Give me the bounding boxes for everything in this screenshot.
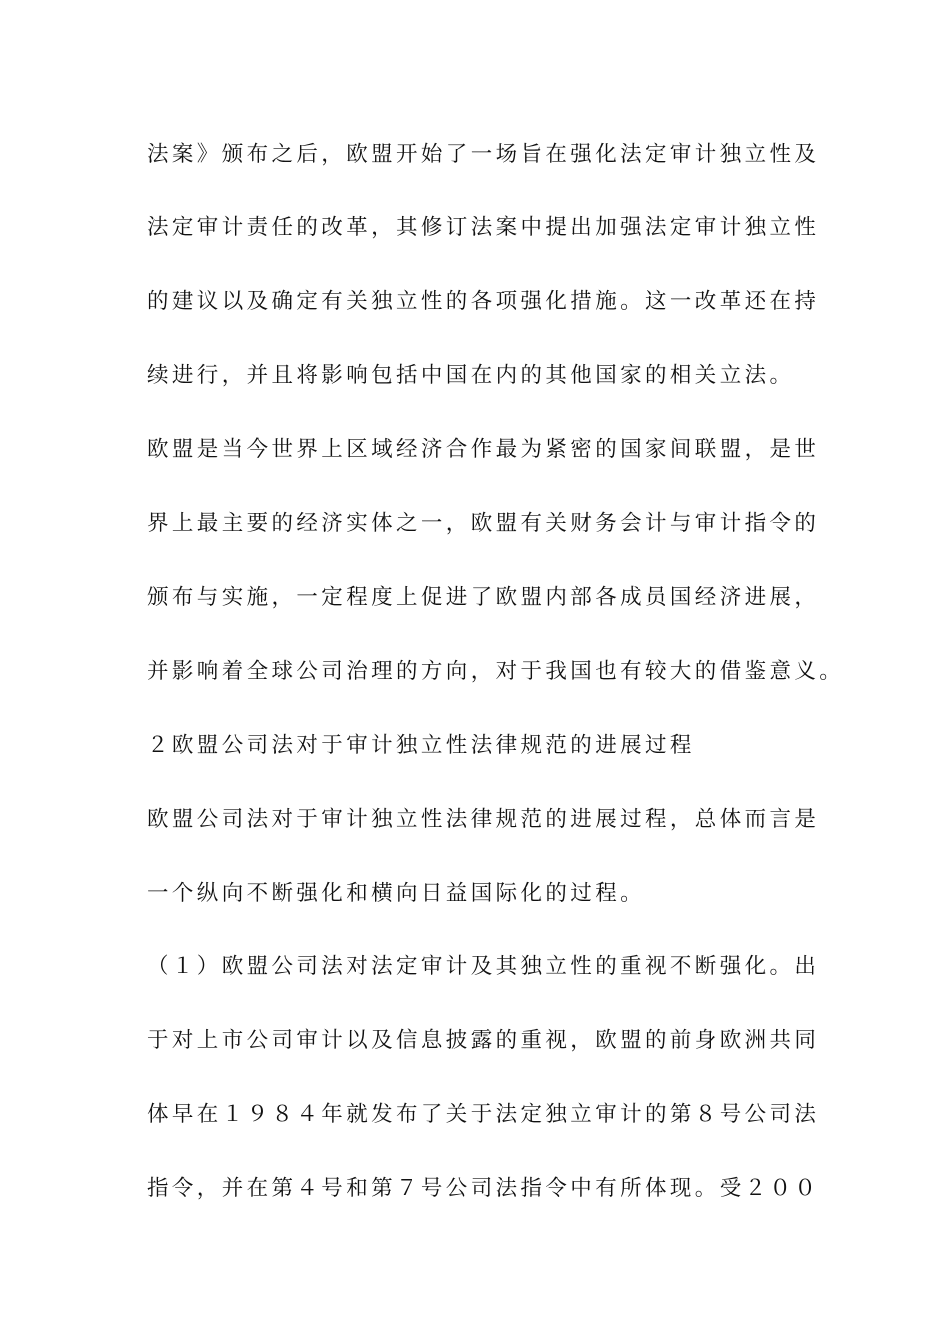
text-line: （１）欧盟公司法对法定审计及其独立性的重视不断强化。出 bbox=[147, 954, 820, 979]
text-line: 于对上市公司审计以及信息披露的重视，欧盟的前身欧洲共同 bbox=[147, 1028, 820, 1053]
text-line: 的建议以及确定有关独立性的各项强化措施。这一改革还在持 bbox=[147, 289, 820, 314]
text-line: 体早在１９８４年就发布了关于法定独立审计的第８号公司法 bbox=[147, 1102, 820, 1127]
text-line: 一个纵向不断强化和横向日益国际化的过程。 bbox=[147, 881, 646, 906]
text-line: 续进行，并且将影响包括中国在内的其他国家的相关立法。 bbox=[147, 363, 795, 388]
text-line: 指令，并在第４号和第７号公司法指令中有所体现。受２００ bbox=[147, 1176, 820, 1201]
text-line: 欧盟是当今世界上区域经济合作最为紧密的国家间联盟，是世 bbox=[147, 437, 820, 462]
text-line: 颁布与实施，一定程度上促进了欧盟内部各成员国经济进展， bbox=[147, 585, 820, 610]
text-line: 并影响着全球公司治理的方向，对于我国也有较大的借鉴意义。 bbox=[147, 659, 845, 684]
text-line: 法定审计责任的改革，其修订法案中提出加强法定审计独立性 bbox=[147, 215, 820, 240]
text-line: 欧盟公司法对于审计独立性法律规范的进展过程，总体而言是 bbox=[147, 807, 820, 832]
text-line: 界上最主要的经济实体之一，欧盟有关财务会计与审计指令的 bbox=[147, 511, 820, 536]
section-heading: ２欧盟公司法对于审计独立性法律规范的进展过程 bbox=[147, 733, 695, 758]
text-line: 法案》颁布之后，欧盟开始了一场旨在强化法定审计独立性及 bbox=[147, 142, 820, 167]
